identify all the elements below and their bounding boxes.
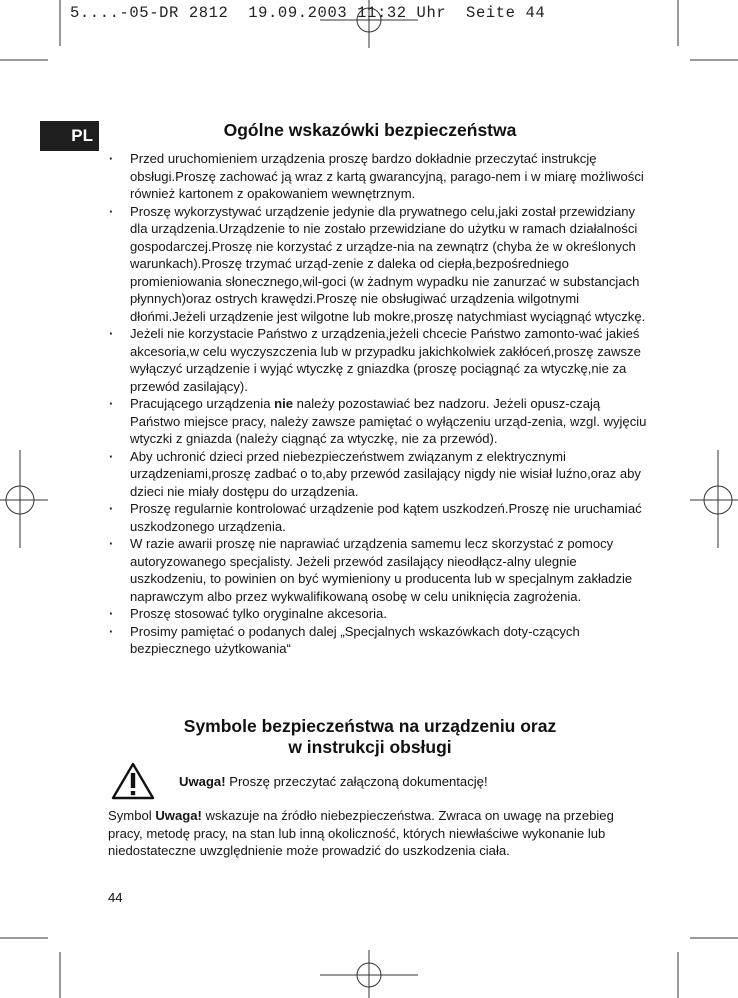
list-item xyxy=(108,395,648,448)
warning-notice xyxy=(111,762,631,802)
paragraph-text: wskazuje na źródło niebezpieczeństwa. Zwraca on uwagę na przebieg pracy, metodę pracy, na stan lub inną okoliczność, których niewłaściwe wykonanie lub niedostateczne uwzględnienie może prowadzić do uszkodzenia ciała. xyxy=(108,808,614,858)
list-item: · W razie awarii proszę nie naprawiać urządzenia samemu lecz skorzystać z pomocy autoryzowanego specjalisty. Jeżeli przewód zasilający nieodłącz-alny ulegnie uszkodzeniu, to powinien on być wymieniony u producenta lub w specjalnym zakładzie naprawczym albo przez wykwalifikowaną osobę w celu uniknięcia zagrożenia. xyxy=(108,535,648,605)
list-item: · Proszę wykorzystywać urządzenie jedynie dla prywatnego celu,jaki został przewidziany dla urządzenia.Urządzenie to nie zostało przewidziane do użytku w ramach działalności gospodarczej.Proszę nie korzystać z urządze-nia na zewnątrz (chyba że w określonych warunkach).Proszę trzymać urząd-zenie z daleka od ciepła,bezpośredniego promieniowania słonecznego,wil-goci (w żadnym wypadku nie zanurzać w substancjach płynnych)oraz ostrych krawędzi.Proszę nie obsługiwać urządzenia wilgotnymi dłońmi.Jeżeli urządzenie jest wilgotne lub mokre,proszę natychmiast wyciągnąć wtyczkę. xyxy=(108,203,648,326)
warning-text xyxy=(179,774,488,789)
warning-label: Uwaga! xyxy=(179,774,226,789)
warning-message: Proszę przeczytać załączoną dokumentację! xyxy=(225,774,488,789)
registration-mark-icon xyxy=(320,950,418,998)
list-item-text: należy pozostawiać bez nadzoru. Jeżeli opusz-czają Państwo miejsce pracy, należy zawsze pamiętać o wyłączeniu urząd-zenia, wzgl. wyjęciu wtyczki z gniazda (należy ciągnąć za wtyczkę, nie za przewód). xyxy=(130,396,647,446)
page-number: 44 xyxy=(108,890,123,905)
section-title-line: Symbole bezpieczeństwa na urządzeniu oraz xyxy=(183,716,557,736)
language-tab: PL xyxy=(40,121,99,151)
registration-mark-icon xyxy=(690,450,738,548)
paragraph-emphasis: Uwaga! xyxy=(155,808,202,823)
list-item: · Proszę stosować tylko oryginalne akcesoria. xyxy=(108,605,648,623)
registration-mark-icon xyxy=(0,450,48,548)
list-item: · Aby uchronić dzieci przed niebezpieczeństwem związanym z elektrycznymi urządzeniami,proszę zadbać o to,aby przewód zasilający nigdy nie wisiał luźno,oraz aby dzieci nie miały dostępu do urządzenia. xyxy=(108,448,648,501)
list-item: · Proszę regularnie kontrolować urządzenie pod kątem uszkodzeń.Proszę nie uruchamiać uszkodzonego urządzenia. xyxy=(108,500,648,535)
safety-instructions-list xyxy=(108,150,648,658)
list-item: · Jeżeli nie korzystacie Państwo z urządzenia,jeżeli chcecie Państwo zamonto-wać jakieś akcesoria,w celu wyczyszczenia lub w przypadku jakichkolwiek zakłóceń,proszę zawsze wyłączyć urządzenie i wyjąć wtyczkę z gniazdka (proszę pociągnąć za wtyczkę,nie za przewód zasilający). xyxy=(108,325,648,395)
warning-triangle-icon xyxy=(111,762,155,800)
warning-symbol-explanation xyxy=(108,807,628,860)
list-item: · Prosimy pamiętać o podanych dalej „Specjalnych wskazówkach doty-czących bezpiecznego użytkowania“ xyxy=(108,623,648,658)
emphasis-nie: nie xyxy=(274,396,294,411)
paragraph-text: Symbol xyxy=(108,808,156,823)
list-item: · Przed uruchomieniem urządzenia proszę bardzo dokładnie przeczytać instrukcję obsługi.Proszę zachować ją wraz z kartą gwarancyjną, parago-nem i w miarę możliwości również kartonem z opakowaniem wewnętrznym. xyxy=(108,150,648,203)
section-title-safety-symbols xyxy=(110,716,630,758)
list-item-text: Pracującego urządzenia xyxy=(130,396,275,411)
section-title-general-safety: Ogólne wskazówki bezpieczeństwa xyxy=(223,120,517,140)
section-title-line: w instrukcji obsługi xyxy=(288,737,452,757)
print-slug: 5....-05-DR 2812 19.09.2003 11:32 Uhr Seite 44 xyxy=(70,4,546,22)
